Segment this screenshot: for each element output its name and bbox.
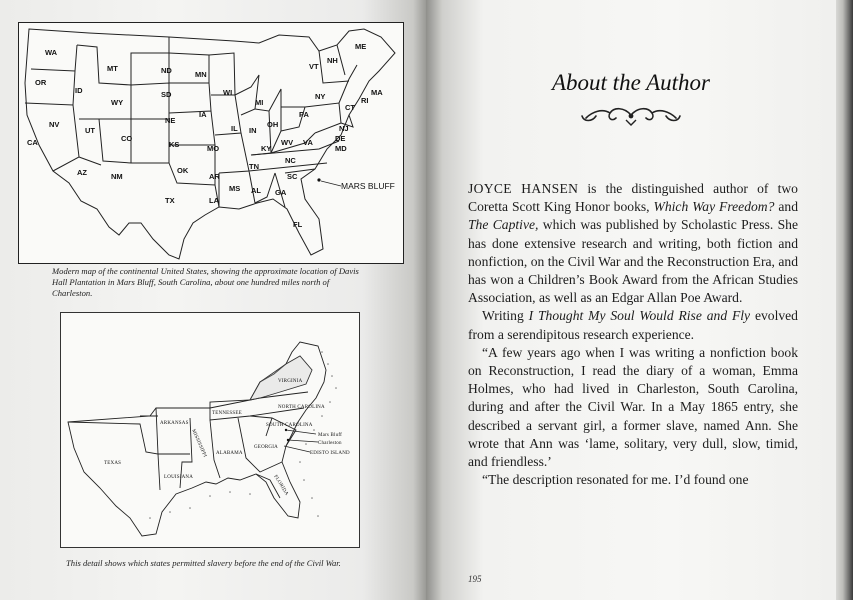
map1-label-oh: OH [267,120,279,129]
author-bio [468,180,798,489]
map1-label-sc: SC [287,172,298,181]
map1-label-sd: SD [161,90,172,99]
map1-label-ga: GA [275,188,287,197]
map2-label-arkansas: ARKANSAS [160,421,189,426]
map1-label-wy: WY [111,98,124,107]
bio-paragraph-4: “The description resonated for me. I’d found one [482,472,749,488]
map1-label-ma: MA [371,88,383,97]
map1-label-mi: MI [255,98,264,107]
book-title-i-thought-my-soul: I Thought My Soul Would Rise and Fly [528,308,751,324]
map2-callout-charleston: Charleston [318,441,342,446]
map1-label-ia: IA [199,110,207,119]
map1-label-ct: CT [345,103,355,112]
map1-label-tn: TN [249,162,259,171]
map1-label-ar: AR [209,172,220,181]
bio-text: is the distinguished author of two Coretta Scott King Honor books, [468,181,798,215]
map1-label-ut: UT [85,126,95,135]
southern-states-map [60,312,360,548]
left-page [0,0,426,600]
bio-text: Writing [482,308,529,324]
map2-callout-mars-bluff: Mars Bluff [318,433,342,438]
map2-label-alabama: ALABAMA [216,451,243,456]
map1-label-mo: MO [207,144,220,153]
map1-caption: Modern map of the continental United States, showing the approximate location of Davis Hall Plantation in Mars Bluff, South Carolina, about one hundred miles north of Charleston. [52,266,359,298]
map1-label-fl: FL [293,220,303,229]
map1-label-md: MD [335,144,347,153]
map2-label-georgia: GEORGIA [254,445,278,450]
map1-label-pa: PA [299,110,309,119]
map1-label-wa: WA [45,48,58,57]
map1-label-vt: VT [309,62,319,71]
map1-label-de: DE [335,134,346,143]
map2-callout-edisto-island: EDISTO ISLAND [310,451,350,456]
flourish-ornament-icon [576,104,686,126]
map1-label-il: IL [231,124,238,133]
map1-label-ok: OK [177,166,189,175]
map1-label-or: OR [35,78,47,87]
map2-label-louisiana: LOUISIANA [164,475,194,480]
bio-text: evolved from a serendipitous research experience. [468,308,798,342]
map1-label-ms: MS [229,184,241,193]
map1-label-nm: NM [111,172,123,181]
map1-label-ca: CA [27,138,38,147]
map1-label-mt: MT [107,64,118,73]
map2-label-north-carolina: NORTH CAROLINA [278,405,325,410]
bio-paragraph-3: “A few years ago when I was writing a nonfiction book on Reconstruction, I read the diary of a woman, Emma Holmes, who had lived in Charleston, South Carolina, during and after the Civil War. In a May 1865 entry, she described a servant girl, a former slave, named Ann. She wrote that Ann was ‘lame, solitary, very dull, slow, timid, and friendless.’ [468,344,798,470]
map1-label-ny: NY [315,92,326,101]
bio-text: and [774,199,799,215]
bio-paragraph-1 [468,180,798,307]
book-edge [836,0,853,600]
map1-label-la: LA [209,196,219,205]
bio-text: which was published by Scholastic Press. She has done extensive research and writing, both fiction and nonfiction, on the Civil War and the Reconstruction Era, and has won a Children’s Book Award from the African Studies Association, as well as an Edgar Allan Poe Award. [468,217,798,306]
book-title-the-captive: The Captive, [468,217,539,233]
map1-label-nv: NV [49,120,60,129]
map2-label-texas: TEXAS [104,461,122,466]
page-number: 195 [468,574,482,584]
map1-label-tx: TX [165,196,175,205]
bio-paragraph-2 [468,307,798,343]
map2-label-tennessee: TENNESSEE [212,411,242,416]
map2-label-mississippi: MISSISSIPPI [190,428,207,459]
map1-label-al: AL [251,186,261,195]
map2-label-south-carolina: SOUTH CAROLINA [266,423,313,428]
map1-label-id: ID [75,86,83,95]
map1-label-az: AZ [77,168,87,177]
map2-label-florida: FLORIDA [272,474,289,497]
map1-label-wv: WV [281,138,294,147]
map1-label-nd: ND [161,66,172,75]
right-page [426,0,836,600]
map1-label-va: VA [303,138,313,147]
map1-label-me: ME [355,42,367,51]
map1-callout-mars-bluff: MARS BLUFF [341,181,395,191]
map1-label-ri: RI [361,96,369,105]
author-name: JOYCE HANSEN [468,181,579,196]
map2-caption: This detail shows which states permitted slavery before the end of the Civil War. [66,558,341,568]
map1-label-nc: NC [285,156,296,165]
map1-label-co: CO [121,134,133,143]
map1-label-nj: NJ [339,124,349,133]
book-title-which-way-freedom: Which Way Freedom? [653,199,775,215]
map1-label-ks: KS [169,140,180,149]
southern-map-labels [60,312,360,548]
map1-label-mn: MN [195,70,207,79]
us-map-labels [19,23,403,263]
map2-label-virginia: VIRGINIA [278,379,303,384]
map1-label-ne: NE [165,116,176,125]
map1-label-ky: KY [261,144,272,153]
map1-label-wi: WI [223,88,233,97]
us-map [18,22,404,264]
map1-label-nh: NH [327,56,338,65]
page-title: About the Author [551,70,710,95]
map1-label-in: IN [249,126,257,135]
